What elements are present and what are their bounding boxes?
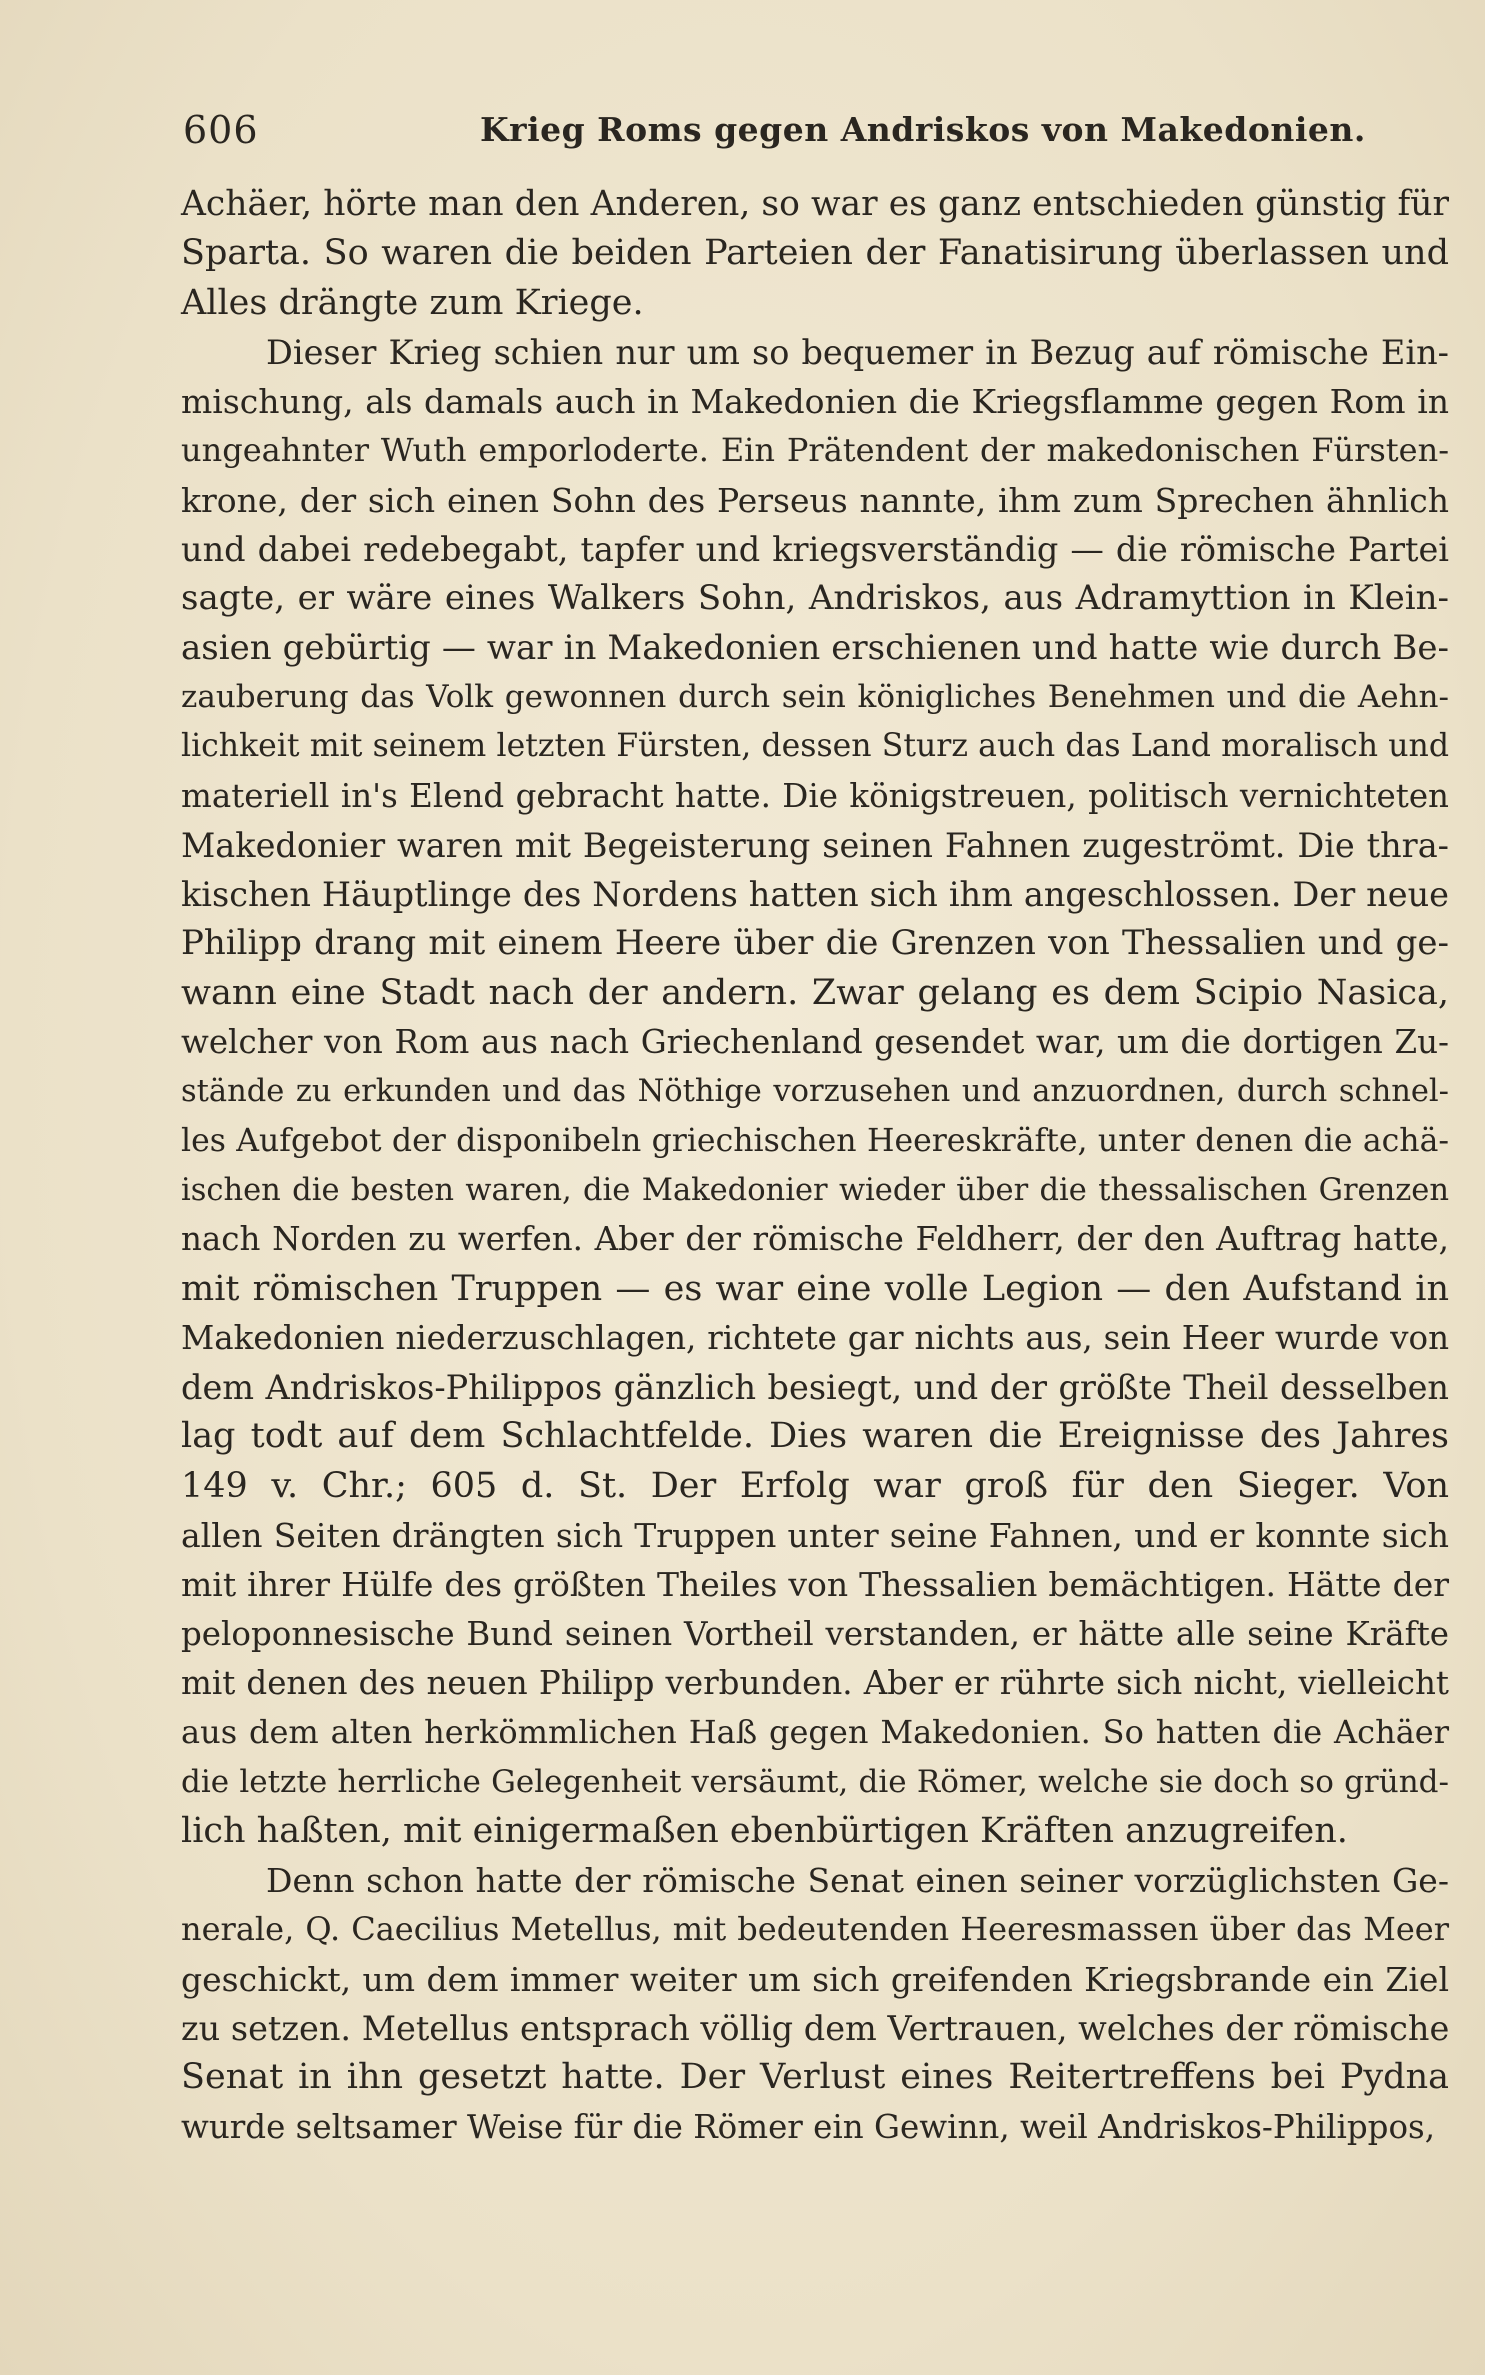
text-line: und dabei redebegabt, tapfer und kriegsverständig — die römische Partei <box>181 530 1449 570</box>
text-line: wurde seltsamer Weise für die Römer ein Gewinn, weil Andriskos-Philippos, <box>181 2107 1436 2146</box>
text-line: Makedonier waren mit Begeisterung seinen Fahnen zugeströmt. Die thra- <box>181 825 1449 865</box>
text-line: kischen Häuptlinge des Nordens hatten sich ihm angeschlossen. Der neue <box>181 875 1449 915</box>
text-line: zauberung das Volk gewonnen durch sein königliches Benehmen und die Aehn- <box>181 678 1449 715</box>
text-line: nerale, Q. Caecilius Metellus, mit bedeutenden Heeresmassen über das Meer <box>181 1910 1449 1949</box>
text-line: peloponnesische Bund seinen Vortheil verstanden, er hätte alle seine Kräfte <box>181 1614 1449 1653</box>
paragraph <box>181 180 1449 328</box>
text-line: ungeahnter Wuth emporloderte. Ein Prätendent der makedonischen Fürsten- <box>181 431 1449 470</box>
text-line: 149 v. Chr.; 605 d. St. Der Erfolg war groß für den Sieger. Von <box>181 1465 1449 1506</box>
text-line: Alles drängte zum Kriege. <box>181 282 644 323</box>
text-line: mit römischen Truppen — es war eine volle Legion — den Aufstand in <box>181 1268 1449 1309</box>
text-line: ischen die besten waren, die Makedonier wieder über die thessalischen Grenzen <box>181 1172 1449 1208</box>
text-line: mischung, als damals auch in Makedonien die Kriegsflamme gegen Rom in <box>181 382 1449 422</box>
text-line: materiell in's Elend gebracht hatte. Die königstreuen, politisch vernichteten <box>181 776 1449 815</box>
text-line: zu setzen. Metellus entsprach völlig dem Vertrauen, welches der römische <box>181 2008 1450 2048</box>
text-line: allen Seiten drängten sich Truppen unter seine Fahnen, und er konnte sich <box>181 1516 1449 1556</box>
text-line: les Aufgebot der disponibeln griechischen Heereskräfte, unter denen die achä- <box>181 1122 1449 1159</box>
text-line: Senat in ihn gesetzt hatte. Der Verlust eines Reitertreffens bei Pydna <box>181 2057 1449 2098</box>
page-header <box>183 100 1443 160</box>
text-line: Sparta. So waren die beiden Parteien der Fanatisirung überlassen und <box>181 233 1449 274</box>
body-text <box>181 180 1449 2152</box>
text-line: dem Andriskos-Philippos gänzlich besiegt, und der größte Theil desselben <box>181 1368 1449 1408</box>
text-line: welcher von Rom aus nach Griechenland gesendet war, um die dortigen Zu- <box>181 1023 1449 1062</box>
text-line: nach Norden zu werfen. Aber der römische Feldherr, der den Auftrag hatte, <box>181 1220 1449 1259</box>
text-line: lichkeit mit seinem letzten Fürsten, dessen Sturz auch das Land moralisch und <box>181 728 1449 765</box>
text-line: lich haßten, mit einigermaßen ebenbürtigen Kräften anzugreifen. <box>181 1810 1348 1851</box>
text-line: asien gebürtig — war in Makedonien erschienen und hatte wie durch Be- <box>181 627 1449 668</box>
text-line: sagte, er wäre eines Walkers Sohn, Andriskos, aus Adramyttion in Klein- <box>181 578 1449 619</box>
text-line: aus dem alten herkömmlichen Haß gegen Makedonien. So hatten die Achäer <box>181 1713 1449 1752</box>
paragraph <box>181 1856 1449 2152</box>
paragraph <box>181 328 1449 1856</box>
text-line: lag todt auf dem Schlachtfelde. Dies waren die Ereignisse des Jahres <box>181 1416 1449 1457</box>
text-line: Achäer, hörte man den Anderen, so war es ganz entschieden günstig für <box>181 184 1449 224</box>
text-line: die letzte herrliche Gelegenheit versäumt, die Römer, welche sie doch so gründ- <box>181 1763 1449 1800</box>
text-line: Makedonien niederzuschlagen, richtete gar nichts aus, sein Heer wurde von <box>181 1318 1449 1357</box>
running-title: Krieg Roms gegen Andriskos von Makedonien. <box>480 110 1366 149</box>
text-line: krone, der sich einen Sohn des Perseus nannte, ihm zum Sprechen ähnlich <box>181 480 1449 520</box>
text-line: Dieser Krieg schien nur um so bequemer in Bezug auf römische Ein- <box>266 332 1449 372</box>
text-line: wann eine Stadt nach der andern. Zwar gelang es dem Scipio Nasica, <box>181 972 1449 1013</box>
text-line: Philipp drang mit einem Heere über die Grenzen von Thessalien und ge- <box>181 923 1449 964</box>
text-line: mit ihrer Hülfe des größten Theiles von Thessalien bemächtigen. Hätte der <box>181 1565 1449 1605</box>
text-line: Denn schon hatte der römische Senat einen seiner vorzüglichsten Ge- <box>266 1861 1449 1901</box>
text-line: stände zu erkunden und das Nöthige vorzusehen und anzuordnen, durch schnel- <box>181 1074 1449 1110</box>
text-line: geschickt, um dem immer weiter um sich greifenden Kriegsbrande ein Ziel <box>181 1959 1449 1999</box>
text-line: mit denen des neuen Philipp verbunden. Aber er rührte sich nicht, vielleicht <box>181 1663 1449 1702</box>
page-number: 606 <box>183 108 259 152</box>
